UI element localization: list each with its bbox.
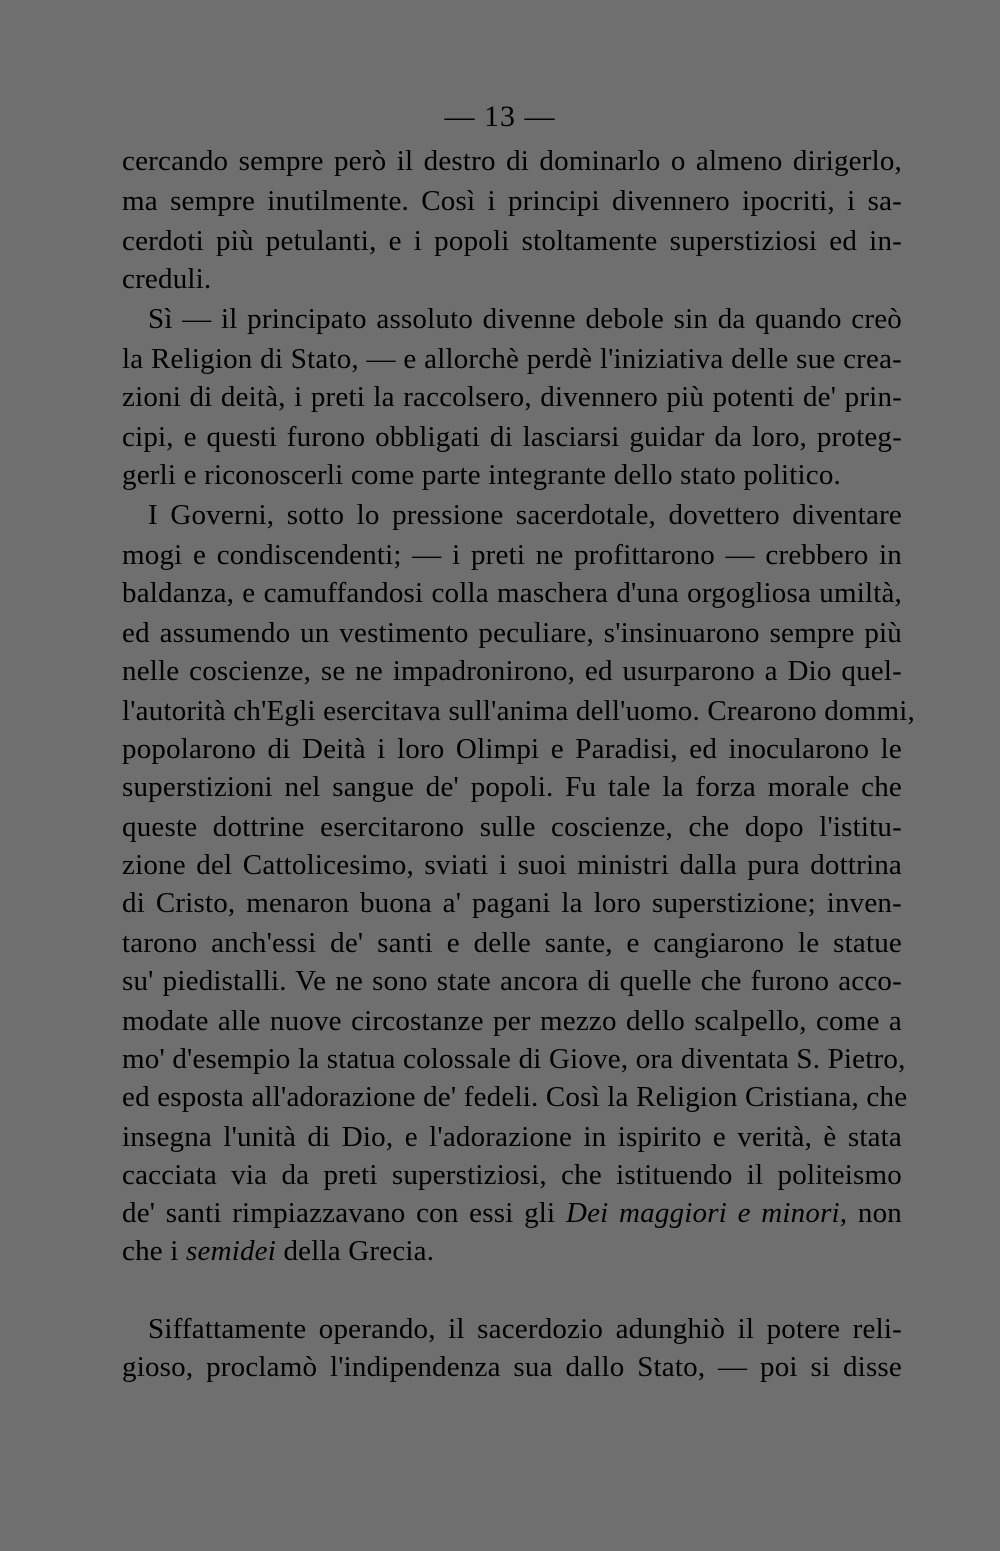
text-line: popolarono di Deità i loro Olimpi e Paradisi, ed inocularono le xyxy=(122,733,902,765)
text-line: insegna l'unità di Dio, e l'adorazione in ispirito e verità, è stata xyxy=(122,1121,902,1153)
italic-text: semidei xyxy=(186,1235,277,1267)
text-line: creduli. xyxy=(122,263,212,295)
text-line: zione del Cattolicesimo, sviati i suoi ministri dalla pura dottrina xyxy=(122,849,902,881)
text-line: cerdoti più petulanti, e i popoli stoltamente superstiziosi ed in- xyxy=(122,225,902,257)
text-line: baldanza, e camuffandosi colla maschera d'una orgogliosa umiltà, xyxy=(122,577,902,609)
text-segment: de' santi rimpiazzavano con essi gli xyxy=(122,1197,566,1229)
text-line: tarono anch'essi de' santi e delle sante, e cangiarono le statue xyxy=(122,927,902,959)
text-line: cercando sempre però il destro di dominarlo o almeno dirigerlo, xyxy=(122,145,902,177)
text-line: Siffattamente operando, il sacerdozio adunghiò il potere reli- xyxy=(148,1313,902,1345)
text-line: queste dottrine esercitarono sulle coscienze, che dopo l'istitu- xyxy=(122,811,902,843)
text-segment: della Grecia. xyxy=(276,1235,435,1267)
text-line: su' piedistalli. Ve ne sono state ancora di quelle che furono acco- xyxy=(122,965,902,997)
text-line: ma sempre inutilmente. Così i principi divennero ipocriti, i sa- xyxy=(122,185,902,217)
italic-text: Dei maggiori e minori, xyxy=(565,1197,848,1229)
text-line: nelle coscienze, se ne impadronirono, ed usurparono a Dio quel- xyxy=(122,655,902,687)
text-line: cacciata via da preti superstiziosi, che istituendo il politeismo xyxy=(122,1159,902,1191)
text-line: modate alle nuove circostanze per mezzo dello scalpello, come a xyxy=(122,1005,902,1037)
text-line: gioso, proclamò l'indipendenza sua dallo Stato, — poi si disse xyxy=(122,1351,902,1383)
text-line: mogi e condiscendenti; — i preti ne profittarono — crebbero in xyxy=(122,539,902,571)
text-line: I Governi, sotto lo pressione sacerdotale, dovettero diventare xyxy=(148,499,902,531)
text-line: ed assumendo un vestimento peculiare, s'insinuarono sempre più xyxy=(122,617,902,649)
text-line: zioni di deità, i preti la raccolsero, divennero più potenti de' prin- xyxy=(122,381,902,413)
text-line: cipi, e questi furono obbligati di lasciarsi guidar da loro, proteg- xyxy=(122,421,902,453)
text-line: Sì — il principato assoluto divenne debole sin da quando creò xyxy=(148,303,902,335)
text-line: superstizioni nel sangue de' popoli. Fu tale la forza morale che xyxy=(122,771,902,803)
text-segment: che i xyxy=(122,1235,187,1267)
text-line: l'autorità ch'Egli esercitava sull'anima dell'uomo. Crearono dommi, xyxy=(122,695,915,727)
text-segment: non xyxy=(847,1197,902,1229)
text-line: di Cristo, menaron buona a' pagani la loro superstizione; inven- xyxy=(122,887,902,919)
text-line: gerli e riconoscerli come parte integrante dello stato politico. xyxy=(122,459,842,491)
text-line xyxy=(122,1232,902,1270)
text-line: mo' d'esempio la statua colossale di Giove, ora diventata S. Pietro, xyxy=(122,1043,906,1075)
page-number: — 13 — xyxy=(444,100,556,133)
text-line xyxy=(122,1194,902,1232)
text-line: ed esposta all'adorazione de' fedeli. Così la Religion Cristiana, che xyxy=(122,1081,908,1113)
text-line: la Religion di Stato, — e allorchè perdè l'iniziativa delle sue crea- xyxy=(122,343,902,375)
